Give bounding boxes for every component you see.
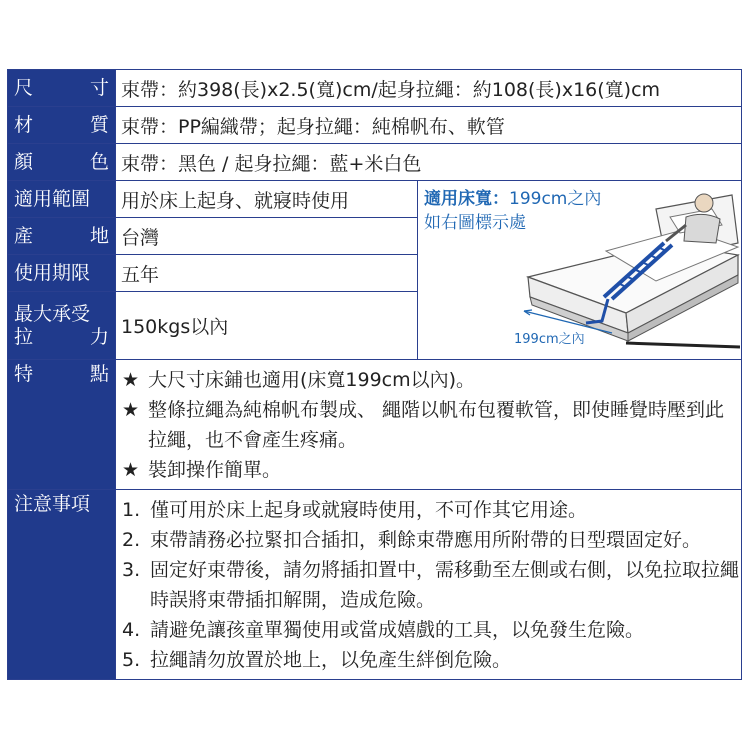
note-item: 5. 拉繩請勿放置於地上，以免產生絆倒危險。: [122, 649, 512, 671]
spec-row-notes: [8, 490, 742, 680]
value-color: 束帶：黑色 / 起身拉繩：藍+米白色: [116, 144, 742, 181]
value-size: 束帶：約398(長)x2.5(寬)cm/起身拉繩：約108(長)x16(寬)cm: [116, 70, 742, 107]
value-origin: 台灣: [116, 218, 418, 255]
feature-item: ★ 裝卸操作簡單。: [122, 455, 741, 485]
bed-width-dimension-label: 199cm之內: [514, 332, 585, 347]
value-usage: 用於床上起身、就寢時使用: [116, 181, 418, 218]
note-item: 1. 僅可用於床上起身或就寢時使用，不可作其它用途。: [122, 499, 588, 521]
note-item: 4. 請避免讓孩童單獨使用或當成嬉戲的工具，以免發生危險。: [122, 619, 645, 641]
label-origin: 產 地: [8, 218, 116, 255]
value-load: 150kgs以內: [116, 292, 418, 360]
label-load: 最大承受 拉 力: [8, 292, 116, 360]
spec-row-size: [8, 70, 742, 107]
features-list-cell: [116, 360, 742, 490]
note-item: 3. 固定好束帶後，請勿將插扣置中，需移動至左側或右側，以免拉取拉繩時誤將束帶插扣解開，造成危險。: [122, 559, 740, 611]
feature-item: ★ 大尺寸床鋪也適用(床寬199cm以內)。: [122, 365, 741, 395]
notes-list-cell: [116, 490, 742, 680]
spec-row-usage: [8, 181, 742, 218]
product-spec-table: [7, 69, 742, 680]
label-life: 使用期限: [8, 255, 116, 292]
spec-row-color: [8, 144, 742, 181]
label-size: 尺 寸: [8, 70, 116, 107]
spec-row-features: [8, 360, 742, 490]
features-list: [116, 363, 741, 489]
label-features: 特 點: [8, 360, 116, 490]
notes-list: [116, 493, 741, 679]
note-item: 2. 束帶請務必拉緊扣合插扣，剩餘束帶應用所附帶的日型環固定好。: [122, 529, 702, 551]
bed-width-title: 適用床寬：199cm之內: [424, 189, 602, 209]
star-icon: ★: [122, 399, 140, 421]
star-icon: ★: [122, 459, 140, 481]
label-color: 顏 色: [8, 144, 116, 181]
value-life: 五年: [116, 255, 418, 292]
label-usage: 適用範圍: [8, 181, 116, 218]
label-notes: 注意事項: [8, 490, 116, 680]
label-material: 材 質: [8, 107, 116, 144]
star-icon: ★: [122, 369, 140, 391]
spec-row-material: [8, 107, 742, 144]
bed-illustration-panel: [418, 181, 742, 360]
bed-width-subtitle: 如右圖標示處: [424, 213, 526, 233]
feature-item: ★ 整條拉繩為純棉帆布製成、 繩階以帆布包覆軟管，即使睡覺時壓到此拉繩，也不會產生疼痛。: [122, 395, 741, 455]
value-material: 束帶：PP編織帶；起身拉繩：純棉帆布、軟管: [116, 107, 742, 144]
